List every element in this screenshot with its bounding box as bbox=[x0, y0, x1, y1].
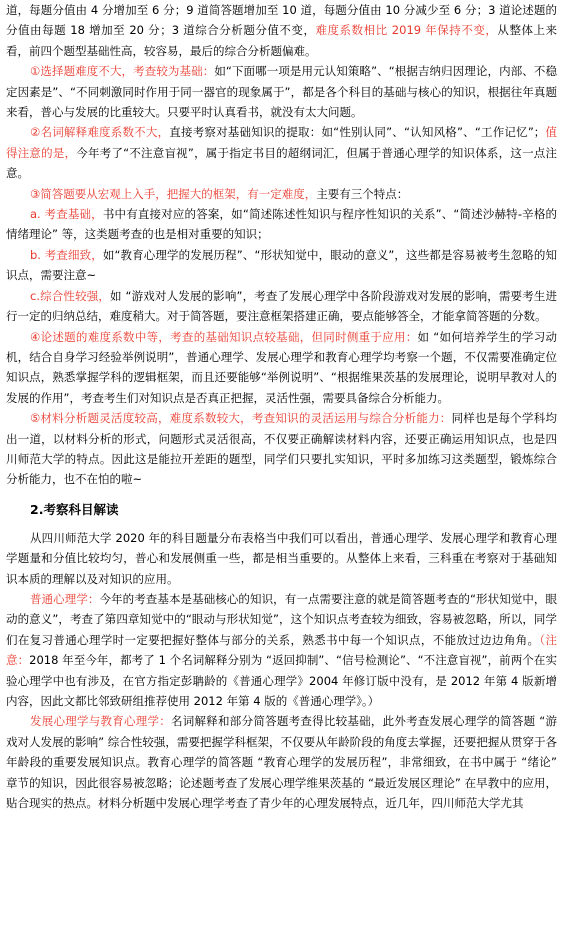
multiple-choice-paragraph bbox=[6, 61, 557, 122]
developmental-educational-body: 名词解释和部分简答题考查得比较基础，此外考查发展心理学的简答题 “游戏对人发展的影响” 综合性较强，需要把握学科框架，不仅要从年龄阶段的角度去掌握，还要把握从贯穿于各年龄段的重要发展知识点。教育心理学的简答题 “教育心理学的发展历程”，非常细致，在书中属于 “绪论” 章节的知识，因此很容易被忽略；论述题考查了发展心理学维果茨基的 “最近发展区理论” 在早教中的应用，贴合现实的热点。材料分析题中发展心理学考查了青少年的心理发展特点，近几年，四川师范大学尤其 bbox=[6, 714, 558, 811]
developmental-educational-heading: 发展心理学与教育心理学： bbox=[30, 714, 172, 729]
feature-a-body: 书中有直接对应的答案，如“简述陈述性知识与程序性知识的关系”、“简述沙赫特-辛格的情绪理论” 等，这类题考查的也是相对重要的知识； bbox=[6, 207, 557, 242]
short-answer-heading: ③简答题要从宏观上入手，把握大的框架，有一定难度， bbox=[30, 186, 317, 201]
developmental-educational-paragraph bbox=[6, 711, 557, 813]
material-analysis-body: 同样也是每个学科均出一道，以材料分析的形式，问题形式灵活很高，不仅要正确解读材料内容，还要正确运用知识点，也是四川师范大学的特点。因此这是能拉开差距的题型，同学们只要扎实知识，平时多加练习这类题型，锻炼综合分析能力，也不在怕的啦~ bbox=[6, 411, 558, 487]
intro-paragraph bbox=[6, 0, 557, 61]
intro-highlight: 难度系数相比 2019 年保持不变， bbox=[315, 23, 498, 38]
material-analysis-heading: ⑤材料分析题灵活度较高，难度系数较大，考查知识的灵活运用与综合分析能力： bbox=[30, 411, 452, 426]
feature-c-heading: c.综合性较强， bbox=[30, 288, 111, 303]
subjects-overview-paragraph: 从四川师范大学 2020 年的科目题量分布表格当中我们可以看出，普通心理学、发展心理学和教育心理学题量和分值比较均匀，普心和发展侧重一些，都是相当重要的。从整体上来看，三科重在考察对于基础知识本质的理解以及对知识的应用。 bbox=[6, 530, 557, 586]
term-explanation-body-1: 直接考察对基础知识的提取：如“性别认同”、“认知风格”、“工作记忆”； bbox=[169, 125, 546, 140]
general-psychology-heading: 普通心理学： bbox=[30, 591, 100, 606]
short-answer-body: 主要有三个特点： bbox=[316, 186, 409, 201]
intro-text-1: 道，每题分值由 4 分增加至 6 分；9 道简答题增加至 10 道，每题分值由 10 分减少至 6 分；3 道论述题的分值由每题 18 增加至 20 分；3 道综合分析题分值不变， bbox=[6, 3, 557, 38]
short-answer-paragraph bbox=[6, 184, 557, 204]
material-analysis-paragraph bbox=[6, 408, 557, 490]
general-psychology-paragraph bbox=[6, 589, 557, 711]
term-explanation-notice: 值得注意的是， bbox=[6, 125, 558, 160]
feature-c-paragraph bbox=[6, 286, 557, 327]
general-psychology-body: 今年的考查基本是基础核心的知识，有一点需要注意的就是简答题考查的“形状知觉中，眼动的意义”，考查了第四章知觉中的“眼动与形状知觉”，这个知识点考查较为细致，容易被忽略，所以，同学们在复习普通心理学时一定要把握好整体与部分的关系，熟悉书中每一个知识点，不能放过边边角角。 bbox=[6, 591, 558, 647]
term-explanation-body-2: 今年考了“不注意盲视”，属于指定书目的超纲词汇，但属于普通心理学的知识体系，这一点注意。 bbox=[6, 145, 557, 181]
term-explanation-paragraph bbox=[6, 122, 557, 183]
intro-text-2: 从整体上来看，前四个题型基础性高，较容易，最后的综合分析题偏难。 bbox=[6, 23, 558, 58]
multiple-choice-heading: ①选择题难度不大，考查较为基础： bbox=[30, 64, 215, 79]
general-psychology-note-body: 2018 年至今年，都考了 1 个名词解释分别为 “返回抑制”、“信号检测论”、“不注意盲视”，前两个在实验心理学中也有涉及，在官方指定彭聃龄的《普通心理学》2004 年修订版中没有，是 2012 年第 4 版新增内容，因此文都比邻致研组推荐使用 2012 年第 4 版的《普通心理学》。） bbox=[6, 653, 558, 708]
feature-c-body: 如 “游戏对人发展的影响”，考查了发展心理学中各阶段游戏对发展的影响，需要考生进行一定的归纳总结，难度稍大。对于简答题，要注意框架搭建正确，要点能够答全，才能拿简答题的分数。 bbox=[6, 288, 557, 324]
essay-body: 如 “如何培养学生的学习动机，结合自身学习经验举例说明”，普通心理学、发展心理学和教育心理学均考察一个题，不仅需要准确定位知识点，熟悉掌握学科的逻辑框架，而且还要能够“举例说明”、“根据维果茨基的发展理论，说明早教对人的发展的作用”，考查考生们对知识点是否真正把握，灵活性强，需要具备综合分析能力。 bbox=[6, 329, 557, 405]
feature-b-body: 如“教育心理学的发展历程”、“形状知觉中，眼动的意义”，这些都是容易被考生忽略的知识点，需要注意~ bbox=[6, 247, 557, 283]
general-psychology-note-label: （注意： bbox=[6, 632, 558, 668]
section-heading: 2.考察科目解读 bbox=[30, 501, 119, 517]
essay-paragraph bbox=[6, 327, 557, 409]
multiple-choice-body: 如“下面哪一项是用元认知策略”、“根据吉纳归因理论，内部、不稳定因素是”、“不同刺激同时作用于同一器官的现象属于”，都是各个科目的基础与核心的知识，根据往年真题来看，普心与发展的比重较大。只要平时认真看书，就没有太大问题。 bbox=[6, 64, 557, 120]
feature-b-paragraph bbox=[6, 245, 557, 286]
term-explanation-heading: ②名词解释难度系数不大， bbox=[30, 125, 170, 140]
feature-b-heading: b. 考查细致， bbox=[30, 247, 103, 262]
feature-a-heading: a. 考查基础， bbox=[30, 207, 103, 222]
feature-a-paragraph bbox=[6, 204, 557, 245]
essay-heading: ④论述题的难度系数中等，考查的基础知识点较基础，但同时侧重于应用： bbox=[30, 329, 418, 344]
